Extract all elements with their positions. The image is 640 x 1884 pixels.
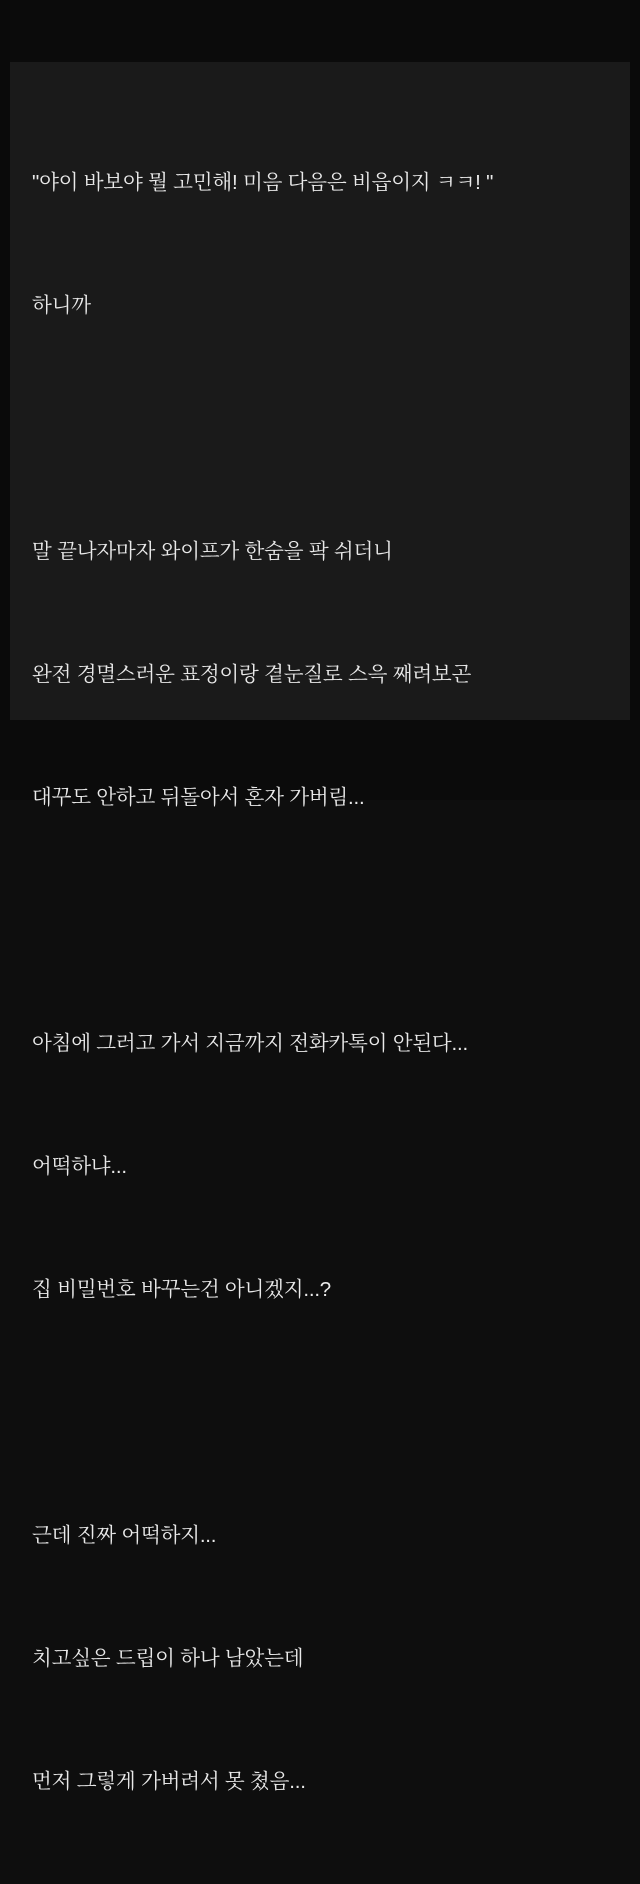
post-line: 근데 진짜 어떡하지...: [32, 1524, 217, 1547]
left-gutter: [0, 0, 10, 800]
post-line: 대꾸도 안하고 뒤돌아서 혼자 가버림...: [32, 786, 365, 809]
post-line: 어떡하냐...: [32, 1155, 127, 1178]
post-paragraph: [32, 449, 608, 900]
post-line: 치고싶은 드립이 하나 남았는데: [32, 1647, 304, 1670]
post-paragraph: [32, 80, 608, 408]
post-line: "야이 바보야 뭘 고민해! 미음 다음은 비읍이지 ㅋㅋ! ": [32, 171, 494, 194]
post-line: 말 끝나자마자 와이프가 한숨을 팍 쉬더니: [32, 540, 393, 563]
post-line: 먼저 그렇게 가버려서 못 쳤음...: [32, 1770, 306, 1793]
post-paragraph: [32, 1433, 608, 1884]
post-paragraph: [32, 941, 608, 1392]
post-line: 하니까: [32, 294, 91, 317]
right-gutter: [630, 0, 640, 800]
post-text-container: [10, 62, 630, 1793]
post-line: 아침에 그러고 가서 지금까지 전화카톡이 안된다...: [32, 1032, 469, 1055]
post-line: 집 비밀번호 바꾸는건 아니겠지...?: [32, 1278, 332, 1301]
top-letterbox-band: [0, 0, 640, 62]
post-line: 완전 경멸스러운 표정이랑 곁눈질로 스윽 째려보곤: [32, 663, 472, 686]
